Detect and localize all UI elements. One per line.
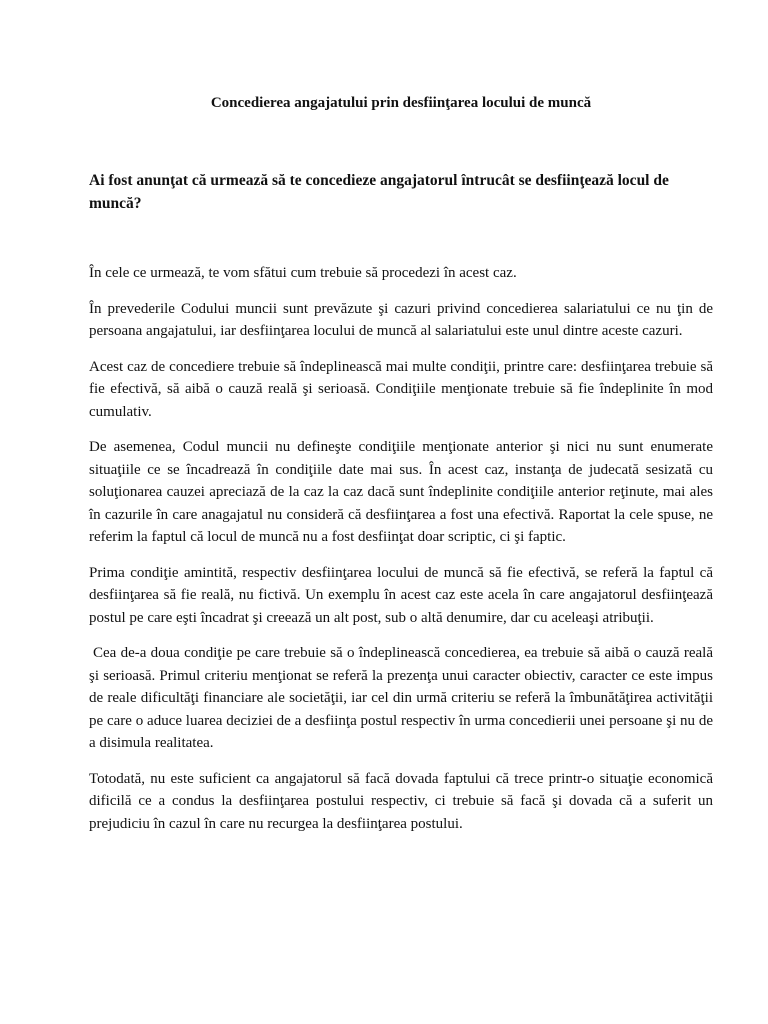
document-question: Ai fost anunţat că urmează să te concedieze angajatorul întrucât se desfiinţează locul de muncă? — [89, 172, 669, 212]
paragraph-a-doua-conditie: Cea de-a doua condiţie pe care trebuie să o îndeplinească concedierea, ea trebuie să aibă o cauză reală şi serioasă. Primul criteriu menţionat se referă la prezenţa unui caracter obiectiv, caracter ce este impus de reale dificultăţi financiare ale societăţii, iar cel din urmă criteriu se referă la îmbunătăţirea activităţii pe care o aduce luarea deciziei de a desfiinţa postul respectiv în urma concedierii unei persoane şi nu de a disimula realitatea. — [89, 645, 713, 751]
paragraph-conditii: Acest caz de concediere trebuie să îndeplinească mai multe condiţii, printre care: desfiinţarea trebuie să fie efectivă, să aibă o cauză reală şi serioasă. Condiţiile menţionate trebuie să fie îndeplinite în mod cumulativ. — [89, 358, 713, 420]
paragraph-codul-muncii: În prevederile Codului muncii sunt prevăzute şi cazuri privind concedierea salariatului ce nu ţin de persoana angajatului, iar desfiinţarea locului de muncă al salariatului este unul dintre aceste cazuri. — [89, 300, 713, 339]
document-body — [89, 262, 713, 848]
paragraph-prima-conditie: Prima condiţie amintită, respectiv desfiinţarea locului de muncă să fie efectivă, se referă la faptul că desfiinţarea să fie reală, nu fictivă. Un exemplu în acest caz este acela în care angajatorul desfiinţează postul pe care eşti încadrat şi creează un alt post, sub o altă denumire, dar cu aceleaşi atribuţii. — [89, 564, 713, 626]
paragraph-totodata: Totodată, nu este suficient ca angajatorul să facă dovada faptului că trece printr-o situaţie economică dificilă ce a condus la desfiinţarea postului respectiv, ci trebuie să facă şi dovada că a suferit un prejudiciu în cazul în care nu recurgea la desfiinţarea postului. — [89, 770, 713, 832]
document-title: Concedierea angajatului prin desfiinţarea locului de muncă — [210, 95, 592, 111]
paragraph-instanta: De asemenea, Codul muncii nu defineşte condiţiile menţionate anterior şi nici nu sunt enumerate situaţiile ce se încadrează în condiţiile date mai sus. În acest caz, instanţa de judecată sesizată cu soluţionarea cauzei apreciază de la caz la caz dacă sunt îndeplinite condiţiile anterior reţinute, mai ales în cazurile în care anagajatul nu consideră că desfiinţarea a fost una efectivă. Raportat la cele spuse, ne referim la faptul că locul de muncă nu a fost desfiinţat doar scriptic, ci şi faptic. — [89, 439, 713, 545]
paragraph-intro: În cele ce urmează, te vom sfătui cum trebuie să procedezi în acest caz. — [89, 265, 517, 281]
